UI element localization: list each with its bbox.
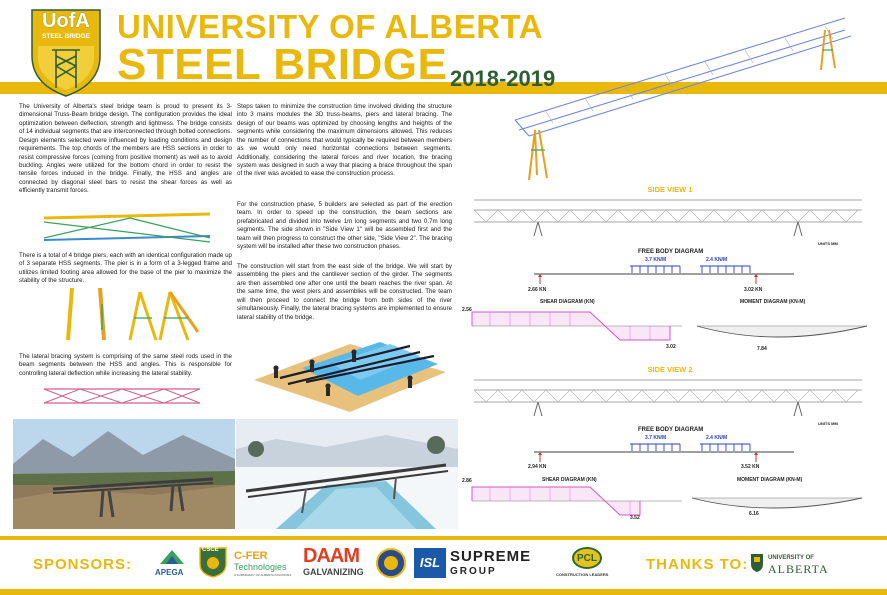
side-view-1-reaction-left: 2.66 KN bbox=[528, 287, 547, 293]
side-view-2-shear-title: SHEAR DIAGRAM (KN) bbox=[542, 477, 597, 483]
intro-paragraph: The University of Alberta's steel bridge team is proud to present its 3-dimensional Truss-Beam bridge design. The configuration provides the ideal optimization between deflection, strength and lightness. The bridge consists of 14 individual segments that are interconnected through bolted connections. Design elements selected were influenced by loading conditions and design requirements. The top chords of the members are HSS sections in order to resist compressive forces (coming from positive moment) as well as to avoid buckling. Angles were utilized for the bottom chord in order to resist the tensile forces induced in the bridge. Finally, the HSS and angles are connected by diagonal steel bars to resist the shear forces as well as efficiently transmit forces. bbox=[19, 103, 232, 195]
side-view-2-shear-diagram bbox=[470, 485, 685, 521]
bracing-illustration bbox=[40, 385, 205, 407]
footer-bottom-band bbox=[0, 589, 887, 595]
side-view-1-shear-right: 3.02 bbox=[666, 344, 676, 350]
erection-team-paragraph: For the construction phase, 5 builders are selected as part of the erection team. In order to speed up the construction, the beam sections are prefabricated and divided into twelve 1m long segments and two 0.7m long segments. The side shown in "Side View 1" will be assembled first and the team will then progress to construct the other side, "Side View 2". The bracing system will be installed after these two construction phases. bbox=[237, 201, 452, 251]
side-view-1-fbd-title: FREE BODY DIAGRAM bbox=[638, 249, 704, 255]
side-view-2-load-1: 3.7 KN/M bbox=[645, 435, 667, 441]
truss-segment-illustration bbox=[40, 208, 215, 246]
side-view-2-moment-value: 6.16 bbox=[749, 511, 759, 517]
bridge-3d-render bbox=[505, 10, 855, 185]
side-view-2-reaction-left: 2.94 KN bbox=[528, 464, 547, 470]
side-view-1-truss bbox=[468, 196, 868, 240]
side-view-1-reaction-right: 3.02 KN bbox=[744, 287, 763, 293]
csce-logo-text: CSCE bbox=[202, 547, 219, 553]
bridge-render-mountain bbox=[13, 419, 235, 529]
side-view-2-shear-left: 2.86 bbox=[462, 478, 472, 484]
ualberta-logo-line2: ALBERTA bbox=[768, 562, 829, 576]
side-view-2-shear-right: 3.52 bbox=[630, 515, 640, 521]
supreme-logo-title: SUPREME bbox=[450, 548, 532, 565]
side-view-1-shear-left: 2.56 bbox=[462, 307, 472, 313]
side-view-2-title: SIDE VIEW 2 bbox=[647, 365, 693, 374]
thanks-label: THANKS TO: bbox=[646, 556, 749, 573]
cfer-logo-subtitle: Technologies bbox=[234, 562, 287, 572]
side-view-1-units: UNITS MM bbox=[818, 241, 838, 246]
side-view-2-fbd-title: FREE BODY DIAGRAM bbox=[638, 427, 704, 433]
side-view-2-moment-diagram bbox=[690, 494, 865, 518]
sponsors-label: SPONSORS: bbox=[33, 556, 133, 573]
side-view-1-load-1: 3.7 KN/M bbox=[645, 257, 667, 263]
side-view-1-fbd bbox=[530, 262, 800, 286]
logo-text: UofA bbox=[42, 10, 90, 32]
side-view-1-shear-diagram bbox=[470, 310, 685, 348]
side-view-1-load-2: 2.4 KN/M bbox=[706, 257, 728, 263]
daam-logo-subtitle: GALVANIZING bbox=[303, 567, 364, 577]
pier-paragraph: There is a total of 4 bridge piers, each with an identical configuration made up of 3 separate HSS segments. The pier is in a form of a 3-legged frame and utilizes limited footing area allowed for the base of the pier to maximize the stability of the structure. bbox=[19, 252, 232, 285]
apega-logo-text: APEGA bbox=[155, 568, 184, 577]
footer-top-band bbox=[0, 536, 887, 540]
cfer-logo-tagline: A SUBSIDIARY OF ALBERTA INNOVATES bbox=[234, 573, 292, 577]
side-view-1-shear-title: SHEAR DIAGRAM (KN) bbox=[540, 299, 595, 305]
side-view-2-truss bbox=[468, 376, 868, 420]
side-view-2-fbd bbox=[530, 440, 800, 464]
pcl-logo-tagline: CONSTRUCTION LEADERS bbox=[556, 572, 609, 577]
ualberta-shield-icon bbox=[750, 553, 764, 573]
bracing-paragraph: The lateral bracing system is comprising of the same steel rods used in the beam segments between the HSS and angles. This is responsible for controlling lateral deflection while increasing the lateral stability. bbox=[19, 353, 232, 377]
cfer-logo-title: C-FER bbox=[234, 550, 268, 562]
title-line2: STEEL BRIDGE bbox=[117, 40, 448, 89]
pcl-logo: PCL bbox=[572, 547, 602, 569]
side-view-2-moment-title: MOMENT DIAGRAM (KN-M) bbox=[737, 477, 803, 483]
construction-sequence-paragraph: The construction will start from the east side of the bridge. We will start by assembling the piers and the cantilever section of the girder. The segments are then assembled one after one until the beam reaches the river span. At the same time, the west piers and assemblies will be constructed. The team will then proceed to connect the bridge from both sides of the river simultaneously. Finally, the lateral bracing systems are implemented to ensure lateral stability of the bridge. bbox=[237, 263, 452, 321]
side-view-1-title: SIDE VIEW 1 bbox=[647, 185, 693, 194]
isl-logo: ISL bbox=[414, 548, 446, 578]
apega-logo-icon bbox=[158, 548, 186, 566]
title-line1: UNIVERSITY OF ALBERTA bbox=[117, 8, 544, 45]
side-view-2-units: UNITS MM bbox=[818, 421, 838, 426]
pier-illustration bbox=[60, 284, 210, 344]
logo-subtitle: STEEL BRIDGE bbox=[42, 33, 90, 40]
sponsor-seal-icon bbox=[375, 547, 407, 579]
side-view-1-moment-diagram bbox=[695, 322, 870, 348]
supreme-logo-subtitle: GROUP bbox=[450, 566, 497, 577]
year-label: 2018-2019 bbox=[450, 66, 556, 91]
construction-plan-paragraph: Steps taken to minimize the construction time involved dividing the structure into 3 mains modules the 3D truss-beams, piers and lateral bracing. The design of our beams was optimized by choosing lengths and heights of the segments while considering the maximum dimensions allowed. This reduces the number of connections that would typically be required between members as we would only need horizontal connections between segments. Additionally, considering the lateral forces and river location, the bracing system was designed in such a way that placing a brace throughout the span of the river was avoided to ease the construction process. bbox=[237, 103, 452, 178]
bridge-render-winter bbox=[236, 419, 458, 529]
side-view-2-load-2: 2.4 KN/M bbox=[706, 435, 728, 441]
daam-logo-title: DAAM bbox=[303, 545, 359, 567]
side-view-1-moment-value: 7.84 bbox=[757, 346, 767, 352]
construction-isometric-illustration bbox=[250, 322, 450, 414]
ualberta-logo-line1: UNIVERSITY OF bbox=[768, 555, 814, 561]
side-view-2-reaction-right: 3.52 KN bbox=[741, 464, 760, 470]
side-view-1-moment-title: MOMENT DIAGRAM (KN-M) bbox=[740, 299, 806, 305]
